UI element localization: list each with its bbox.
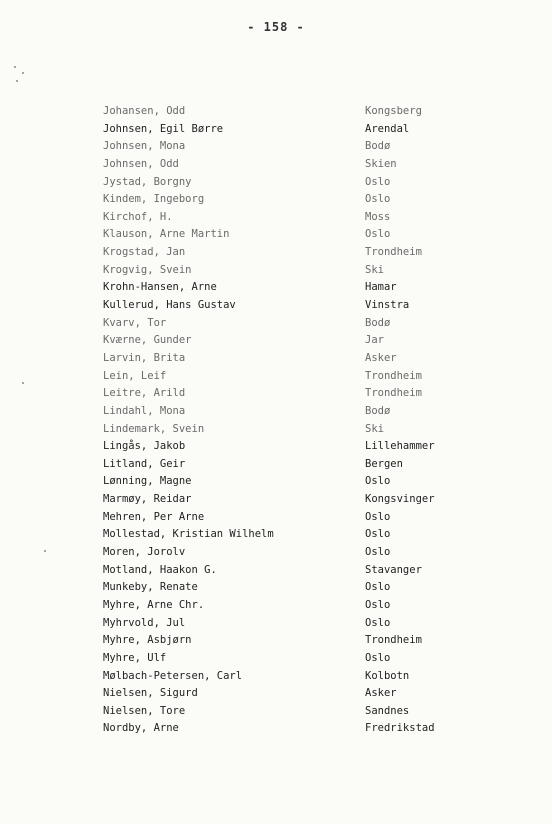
person-city: Hamar: [365, 281, 397, 294]
person-city: Oslo: [365, 651, 391, 664]
person-city: Trondheim: [365, 634, 422, 647]
person-city: Stavanger: [365, 563, 422, 576]
list-item: [0, 209, 552, 227]
list-item: [0, 456, 552, 474]
person-name: Nielsen, Sigurd: [103, 687, 198, 700]
person-city: Fredrikstad: [365, 722, 435, 735]
person-name: Kværne, Gunder: [103, 334, 192, 347]
list-item: [0, 421, 552, 439]
person-name: Lein, Leif: [103, 369, 167, 382]
person-name: Johnsen, Odd: [103, 157, 179, 170]
person-city: Trondheim: [365, 369, 422, 382]
person-name: Kullerud, Hans Gustav: [103, 299, 236, 312]
list-item: [0, 403, 552, 421]
person-name: Nordby, Arne: [103, 722, 179, 735]
person-city: Sandnes: [365, 704, 410, 717]
person-city: Jar: [365, 334, 384, 347]
person-name: Nielsen, Tore: [103, 704, 186, 717]
list-item: [0, 191, 552, 209]
list-item: [0, 720, 552, 738]
person-name: Motland, Haakon G.: [103, 563, 217, 576]
person-name: Myhre, Arne Chr.: [103, 598, 205, 611]
list-item: [0, 632, 552, 650]
person-city: Oslo: [365, 475, 391, 488]
list-item: [0, 332, 552, 350]
person-name: Johnsen, Egil Børre: [103, 122, 224, 135]
list-item: [0, 544, 552, 562]
list-item: [0, 650, 552, 668]
person-city: Moss: [365, 210, 391, 223]
person-city: Bergen: [365, 457, 403, 470]
person-city: Trondheim: [365, 246, 422, 259]
person-name: Lindemark, Svein: [103, 422, 205, 435]
person-name: Kirchof, H.: [103, 210, 173, 223]
person-name: Munkeby, Renate: [103, 581, 198, 594]
person-city: Oslo: [365, 528, 391, 541]
list-item: [0, 509, 552, 527]
person-city: Skien: [365, 157, 397, 170]
person-name: Krogvig, Svein: [103, 263, 192, 276]
list-item: [0, 262, 552, 280]
list-item: [0, 350, 552, 368]
list-item: [0, 226, 552, 244]
list-item: [0, 156, 552, 174]
person-city: Trondheim: [365, 387, 422, 400]
person-name: Kindem, Ingeborg: [103, 193, 205, 206]
person-name: Johansen, Odd: [103, 105, 186, 117]
person-name: Myhre, Ulf: [103, 651, 167, 664]
person-city: Kolbotn: [365, 669, 410, 682]
list-item: [0, 174, 552, 192]
page-number: - 158 -: [247, 20, 305, 34]
list-item: [0, 579, 552, 597]
person-city: Arendal: [365, 122, 410, 135]
list-item: [0, 368, 552, 386]
person-city: Oslo: [365, 510, 391, 523]
person-city: Kongsvinger: [365, 493, 435, 506]
list-item: [0, 685, 552, 703]
person-city: Asker: [365, 687, 397, 700]
list-item: [0, 491, 552, 509]
person-city: Oslo: [365, 581, 391, 594]
person-name: Litland, Geir: [103, 457, 186, 470]
list-item: [0, 138, 552, 156]
list-item: [0, 562, 552, 580]
person-name: Klauson, Arne Martin: [103, 228, 230, 241]
person-name: Krogstad, Jan: [103, 246, 186, 259]
list-item: [0, 103, 552, 121]
list-item: [0, 297, 552, 315]
person-city: Bodø: [365, 140, 391, 153]
person-name: Leitre, Arild: [103, 387, 186, 400]
person-city: Kongsberg: [365, 105, 422, 117]
person-city: Oslo: [365, 616, 391, 629]
list-item: [0, 668, 552, 686]
person-name: Lindahl, Mona: [103, 404, 186, 417]
person-name: Kvarv, Tor: [103, 316, 167, 329]
list-item: [0, 597, 552, 615]
person-name: Mollestad, Kristian Wilhelm: [103, 528, 274, 541]
person-city: Oslo: [365, 228, 391, 241]
person-name: Moren, Jorolv: [103, 546, 186, 559]
list-item: [0, 703, 552, 721]
list-item: [0, 473, 552, 491]
scan-speck: [14, 66, 16, 68]
list-item: [0, 279, 552, 297]
list-item: [0, 615, 552, 633]
list-item: [0, 438, 552, 456]
person-city: Vinstra: [365, 299, 410, 312]
person-name: Jystad, Borgny: [103, 175, 192, 188]
person-name: Mølbach-Petersen, Carl: [103, 669, 243, 682]
list-item: [0, 121, 552, 139]
list-item: [0, 315, 552, 333]
person-name: Myhrvold, Jul: [103, 616, 186, 629]
person-name: Krohn-Hansen, Arne: [103, 281, 217, 294]
scan-speck: [22, 72, 24, 74]
name-list: [0, 103, 552, 738]
person-city: Ski: [365, 263, 384, 276]
person-name: Mehren, Per Arne: [103, 510, 205, 523]
person-city: Bodø: [365, 404, 391, 417]
person-name: Myhre, Asbjørn: [103, 634, 192, 647]
person-city: Oslo: [365, 598, 391, 611]
person-city: Bodø: [365, 316, 391, 329]
person-name: Larvin, Brita: [103, 351, 186, 364]
person-city: Oslo: [365, 546, 391, 559]
person-city: Asker: [365, 351, 397, 364]
list-item: [0, 526, 552, 544]
person-city: Lillehammer: [365, 440, 435, 453]
person-city: Oslo: [365, 193, 391, 206]
list-item: [0, 385, 552, 403]
person-name: Marmøy, Reidar: [103, 493, 192, 506]
person-name: Johnsen, Mona: [103, 140, 186, 153]
scan-speck: [16, 80, 18, 82]
person-name: Lønning, Magne: [103, 475, 192, 488]
person-name: Lingås, Jakob: [103, 440, 186, 453]
person-city: Ski: [365, 422, 384, 435]
list-item: [0, 244, 552, 262]
person-city: Oslo: [365, 175, 391, 188]
